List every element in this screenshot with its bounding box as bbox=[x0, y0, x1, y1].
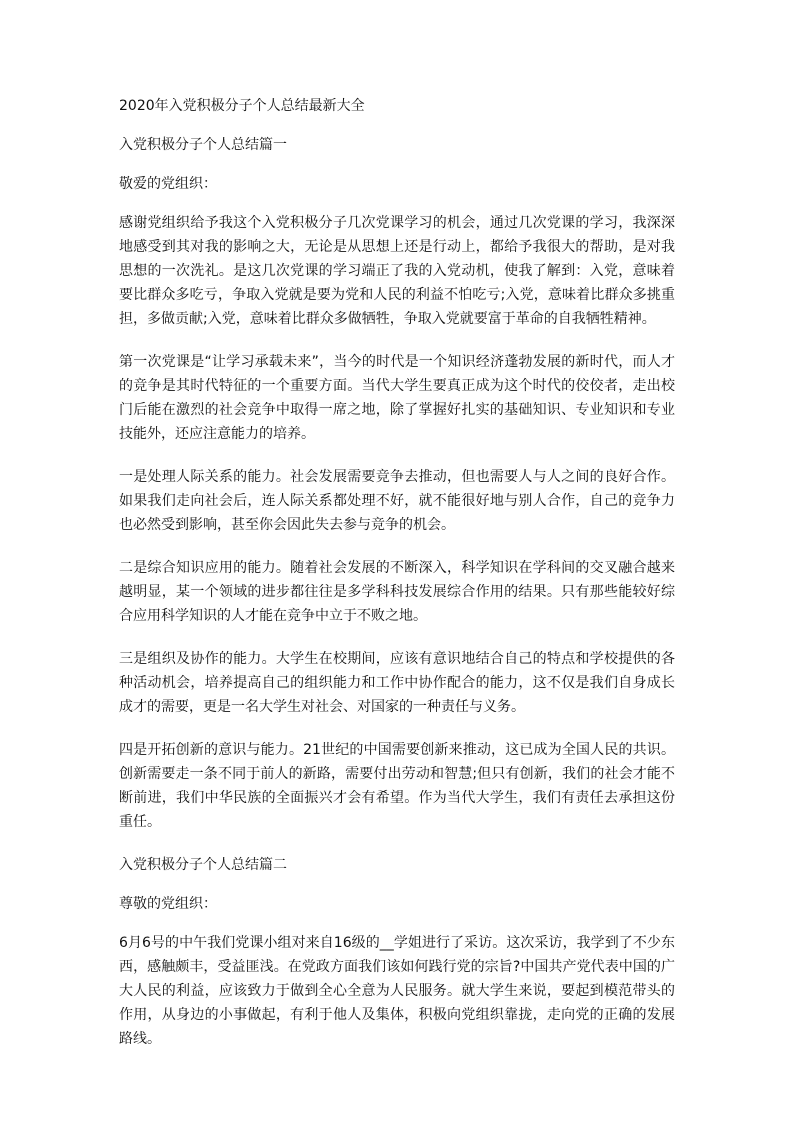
paragraph: 第一次党课是“让学习承载未来”，当今的时代是一个知识经济蓬勃发展的新时代，而人才的竞争是其时代特征的一个重要方面。当代大学生要真正成为这个时代的佼佼者，走出校门后能在激烈的社会竞争中取得一席之地，除了掌握好扎实的基础知识、专业知识和专业技能外，还应注意能力的培养。 bbox=[119, 354, 675, 442]
paragraph: 四是开拓创新的意识与能力。21世纪的中国需要创新来推动，这已成为全国人民的共识。创新需要走一条不同于前人的新路，需要付出劳动和智慧;但只有创新，我们的社会才能不断前进，我们中华民族的全面振兴才会有希望。作为当代大学生，我们有责任去承担这份重任。 bbox=[119, 742, 675, 830]
document-page bbox=[119, 94, 675, 1070]
section-heading-1: 入党积极分子个人总结篇一 bbox=[119, 137, 287, 153]
paragraph: 感谢党组织给予我这个入党积极分子几次党课学习的机会，通过几次党课的学习，我深深地感受到其对我的影响之大，无论是从思想上还是行动上，都给予我很大的帮助，是对我思想的一次洗礼。是这几次党课的学习端正了我的入党动机，使我了解到：入党，意味着要比群众多吃亏，争取入党就是要为党和人民的利益不怕吃亏;入党，意味着比群众多挑重担，多做贡献;入党，意味着比群众多做牺牲，争取入党就要富于革命的自我牺牲精神。 bbox=[119, 215, 675, 327]
paragraph: 三是组织及协作的能力。大学生在校期间，应该有意识地结合自己的特点和学校提供的各种活动机会，培养提高自己的组织能力和工作中协作配合的能力，这不仅是我们自身成长成才的需要，更是一名大学生对社会、对国家的一种责任与义务。 bbox=[119, 651, 675, 715]
salutation-2: 尊敬的党组织： bbox=[119, 896, 217, 912]
document-title: 2020年入党积极分子个人总结最新大全 bbox=[119, 98, 365, 114]
section-heading-2: 入党积极分子个人总结篇二 bbox=[119, 857, 287, 873]
paragraph: 6月6号的中午我们党课小组对来自16级的__学姐进行了采访。这次采访，我学到了不少东西，感触颇丰，受益匪浅。在党政方面我们该如何践行党的宗旨?中国共产党代表中国的广大人民的利益，应该致力于做到全心全意为人民服务。就大学生来说，要起到模范带头的作用，从身边的小事做起，有利于他人及集体，积极向党组织靠拢，走向党的正确的发展路线。 bbox=[119, 935, 675, 1047]
paragraph: 一是处理人际关系的能力。社会发展需要竞争去推动，但也需要人与人之间的良好合作。如果我们走向社会后，连人际关系都处理不好，就不能很好地与别人合作，自己的竞争力也必然受到影响，甚至你会因此失去参与竞争的机会。 bbox=[119, 469, 675, 533]
paragraph: 二是综合知识应用的能力。随着社会发展的不断深入，科学知识在学科间的交叉融合越来越明显，某一个领域的进步都往往是多学科科技发展综合作用的结果。只有那些能较好综合应用科学知识的人才能在竞争中立于不败之地。 bbox=[119, 560, 675, 624]
salutation-1: 敬爱的党组织： bbox=[119, 176, 217, 192]
